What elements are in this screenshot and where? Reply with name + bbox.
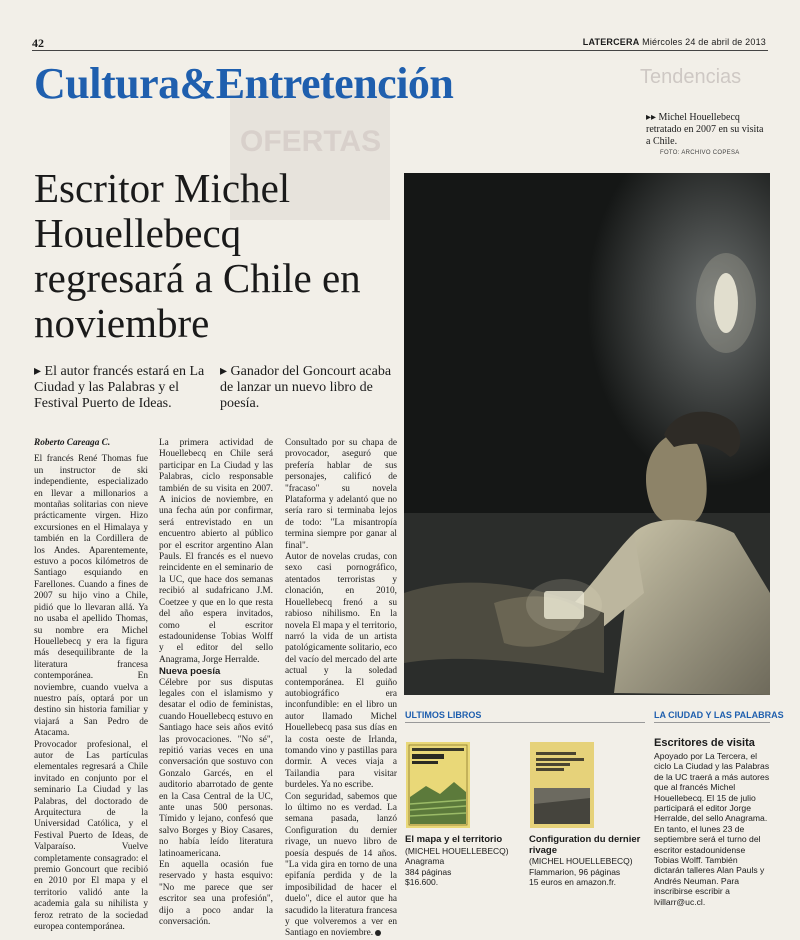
photo-credit: FOTO: ARCHIVO COPESA bbox=[660, 150, 740, 156]
book-pages: 384 páginas bbox=[405, 866, 452, 877]
end-mark bbox=[375, 930, 381, 936]
deck-2-text: Ganador del Goncourt acaba de lanzar un nuevo libro de poesía. bbox=[220, 364, 392, 411]
sidebar-rule bbox=[654, 722, 770, 723]
page-number: 42 bbox=[32, 36, 44, 50]
deck-1: ▸ El autor francés estará en La Ciudad y las Palabras y el Festival Puerto de Ideas. bbox=[34, 364, 205, 411]
book-info-1 bbox=[405, 835, 515, 888]
book-price: 15 euros en amazon.fr. bbox=[529, 877, 616, 887]
books-rule bbox=[405, 722, 645, 723]
book-title: Configuration du dernier rivage bbox=[529, 834, 641, 856]
section-title: Cultura&Entretención bbox=[34, 59, 454, 108]
book-author: (MICHEL HOUELLEBECQ) bbox=[405, 845, 509, 856]
books-label: ULTIMOS LIBROS bbox=[405, 710, 482, 720]
article-column-2 bbox=[159, 438, 273, 928]
subheading: Nueva poesía bbox=[159, 666, 221, 678]
photo-illustration bbox=[404, 173, 770, 695]
paragraph: Provocador profesional, el autor de Las partículas elementales regresará a Chile invitado en conjunto por el seminario La Ciudad y las Palabras, del doctorado de Arquitectura de la Universidad Católica, y el Festival Puerto de Ideas, de Valparaíso. Vuelve completamente consagrado: el premio Goncourt que recibió en 2010 por El mapa y el territorio validó ante la academia gala su nihilista y feroz retrato de la sociedad europea contemporánea. bbox=[34, 739, 148, 933]
portrait-photo bbox=[404, 173, 770, 695]
header-rule bbox=[32, 50, 768, 51]
headline: Escritor Michel Houellebecq regresará a Chile en noviembre bbox=[34, 165, 361, 346]
paragraph: En aquella ocasión fue reservado y hasta esquivo: "No me parece que ser escritor sea una profesión", dijo a poco andar la conversación. bbox=[159, 860, 273, 928]
paragraph: La primera actividad de Houellebecq en Chile será participar en La Ciudad y las Palabras, ciclo responsable también de su visita en 2007. A inicios de noviembre, en una fecha aún por confirmar, será entrevistado en un encuentro abierto al público por el escritor argentino Alan Pauls. El francés es el nuevo reincidente en el seminario de la UC, que hace dos semanas recibió al sudafricano J.M. Coetzee y que en lo que resta del año espera invitados, como el escritor estadounidense Tobias Wolff y el editor del sello Anagrama, Jorge Herralde. bbox=[159, 438, 273, 665]
book-title: El mapa y el territorio bbox=[405, 834, 503, 845]
deck-1-text: El autor francés estará en La Ciudad y las Palabras y el Festival Puerto de Ideas. bbox=[34, 364, 205, 411]
masthead bbox=[583, 37, 766, 47]
caption-text: Michel Houellebecq retratado en 2007 en su visita a Chile. bbox=[646, 112, 764, 147]
photo-caption bbox=[646, 112, 770, 148]
book-publisher: Flammarion, 96 páginas bbox=[529, 866, 621, 877]
sidebar-title: Escritores de visita bbox=[654, 737, 755, 749]
paragraph: El francés René Thomas fue un instructor de ski independiente, especializado en llevar a millonarios a montañas solitarias con nieve prácticamente virgen. Hizo excursiones en el Himalaya y también en la Cordillera de los Andes. Aparentemente, estuvo a pocos kilómetros de Santiago esquiando en Farellones. Cuando a fines de 2007 su hijo vino a Chile, pidió que lo llevaran allá. Ya no usaba el apellido Thomas, su nombre era Michel Houellebecq y era la figura más desequilibrante de la literatura francesa contemporánea. En noviembre, cuando vuelva a nuestro país, optará por un destino sin historia familiar y viajará a San Pedro de Atacama. bbox=[34, 454, 148, 739]
sidebar-label: LA CIUDAD Y LAS PALABRAS bbox=[654, 710, 784, 720]
book-author: (MICHEL HOUELLEBECQ) bbox=[529, 856, 633, 866]
caption-marker: ▸▸ bbox=[646, 112, 657, 123]
paragraph: Consultado por su chapa de provocador, aseguró que prefería hablar de sus personajes, calificó de "fracaso" su novela Plataforma y adelantó que no sería raro si terminaba lejos de todo: "La misantropía termina siempre por ganar al final". bbox=[285, 438, 397, 551]
book-cover-el-mapa bbox=[406, 742, 470, 828]
book-info-2 bbox=[529, 835, 644, 888]
article-column-3 bbox=[285, 438, 397, 940]
article-column-1 bbox=[34, 438, 148, 933]
paragraph bbox=[285, 792, 397, 940]
paragraph-text: Con seguridad, sabemos que lo último no es verdad. La semana pasada, lanzó Configuration du dernier rivage, un nuevo libro de poesía después de 14 años. "La vida gira en torno de una epifanía perdida y de la imposibilidad de hacer el duelo", dice el autor que ha sacudido la literatura francesa y que volveremos a ver en Santiago en noviembre. bbox=[285, 791, 397, 939]
book-publisher: Anagrama bbox=[405, 856, 445, 866]
bleed-through-text: OFERTAS bbox=[240, 125, 382, 158]
byline: Roberto Careaga C. bbox=[34, 438, 111, 448]
paragraph: Célebre por sus disputas legales con el islamismo y desatar el odio de feministas, cuando Houellebecq estuvo en Santiago hace seis años evitó las provocaciones. "No sé", repitió varias veces en una conversación que sostuvo con Gonzalo Garcés, en el auditorio abarrotado de gente en la Casa Central de la UC, ante unas 500 personas. Tímido y lejano, confesó que salvo Borges y Bioy Casares, no había leído literatura latinoamericana. bbox=[159, 677, 273, 859]
book-cover-configuration bbox=[530, 742, 594, 828]
paragraph: Autor de novelas crudas, con sexo casi pornográfico, atentados terroristas y clonación, en 2010, Houellebecq frenó a su rabioso nihilismo. En la novela El mapa y el territorio, narró la vida de un artista patológicamente solitario, eco del vacío del mercado del arte actual y la soledad contemporánea. El guiño autobiográfico era inconfundible: en el libro un autor llamado Michel Houellebecq pasa sus días en la costa oeste de Irlanda, tomando vino y pastillas para dormir. A veces viaja a Tailandia para visitar burdeles. Ya no escribe. bbox=[285, 552, 397, 791]
bleed-through-text: Tendencias bbox=[640, 66, 742, 88]
book-price: $16.600. bbox=[405, 877, 439, 887]
deck-2: ▸ Ganador del Goncourt acaba de lanzar un nuevo libro de poesía. bbox=[220, 364, 392, 411]
newspaper-name: LATERCERA bbox=[582, 37, 640, 47]
sidebar-body: Apoyado por La Tercera, el ciclo La Ciudad y las Palabras de la UC traerá a más autores que al francés Michel Houellebecq. El 15 de julio participará el editor Jorge Herralde, del sello Anagrama. En tanto, el lunes 23 de septiembre será el turno del escritor estadounidense Tobias Wolff. También dictarán talleres Alan Pauls y Andrés Neuman. Para inscribirse escribir a lvillarr@uc.cl. bbox=[654, 751, 770, 907]
issue-date: Miércoles 24 de abril de 2013 bbox=[642, 37, 766, 47]
